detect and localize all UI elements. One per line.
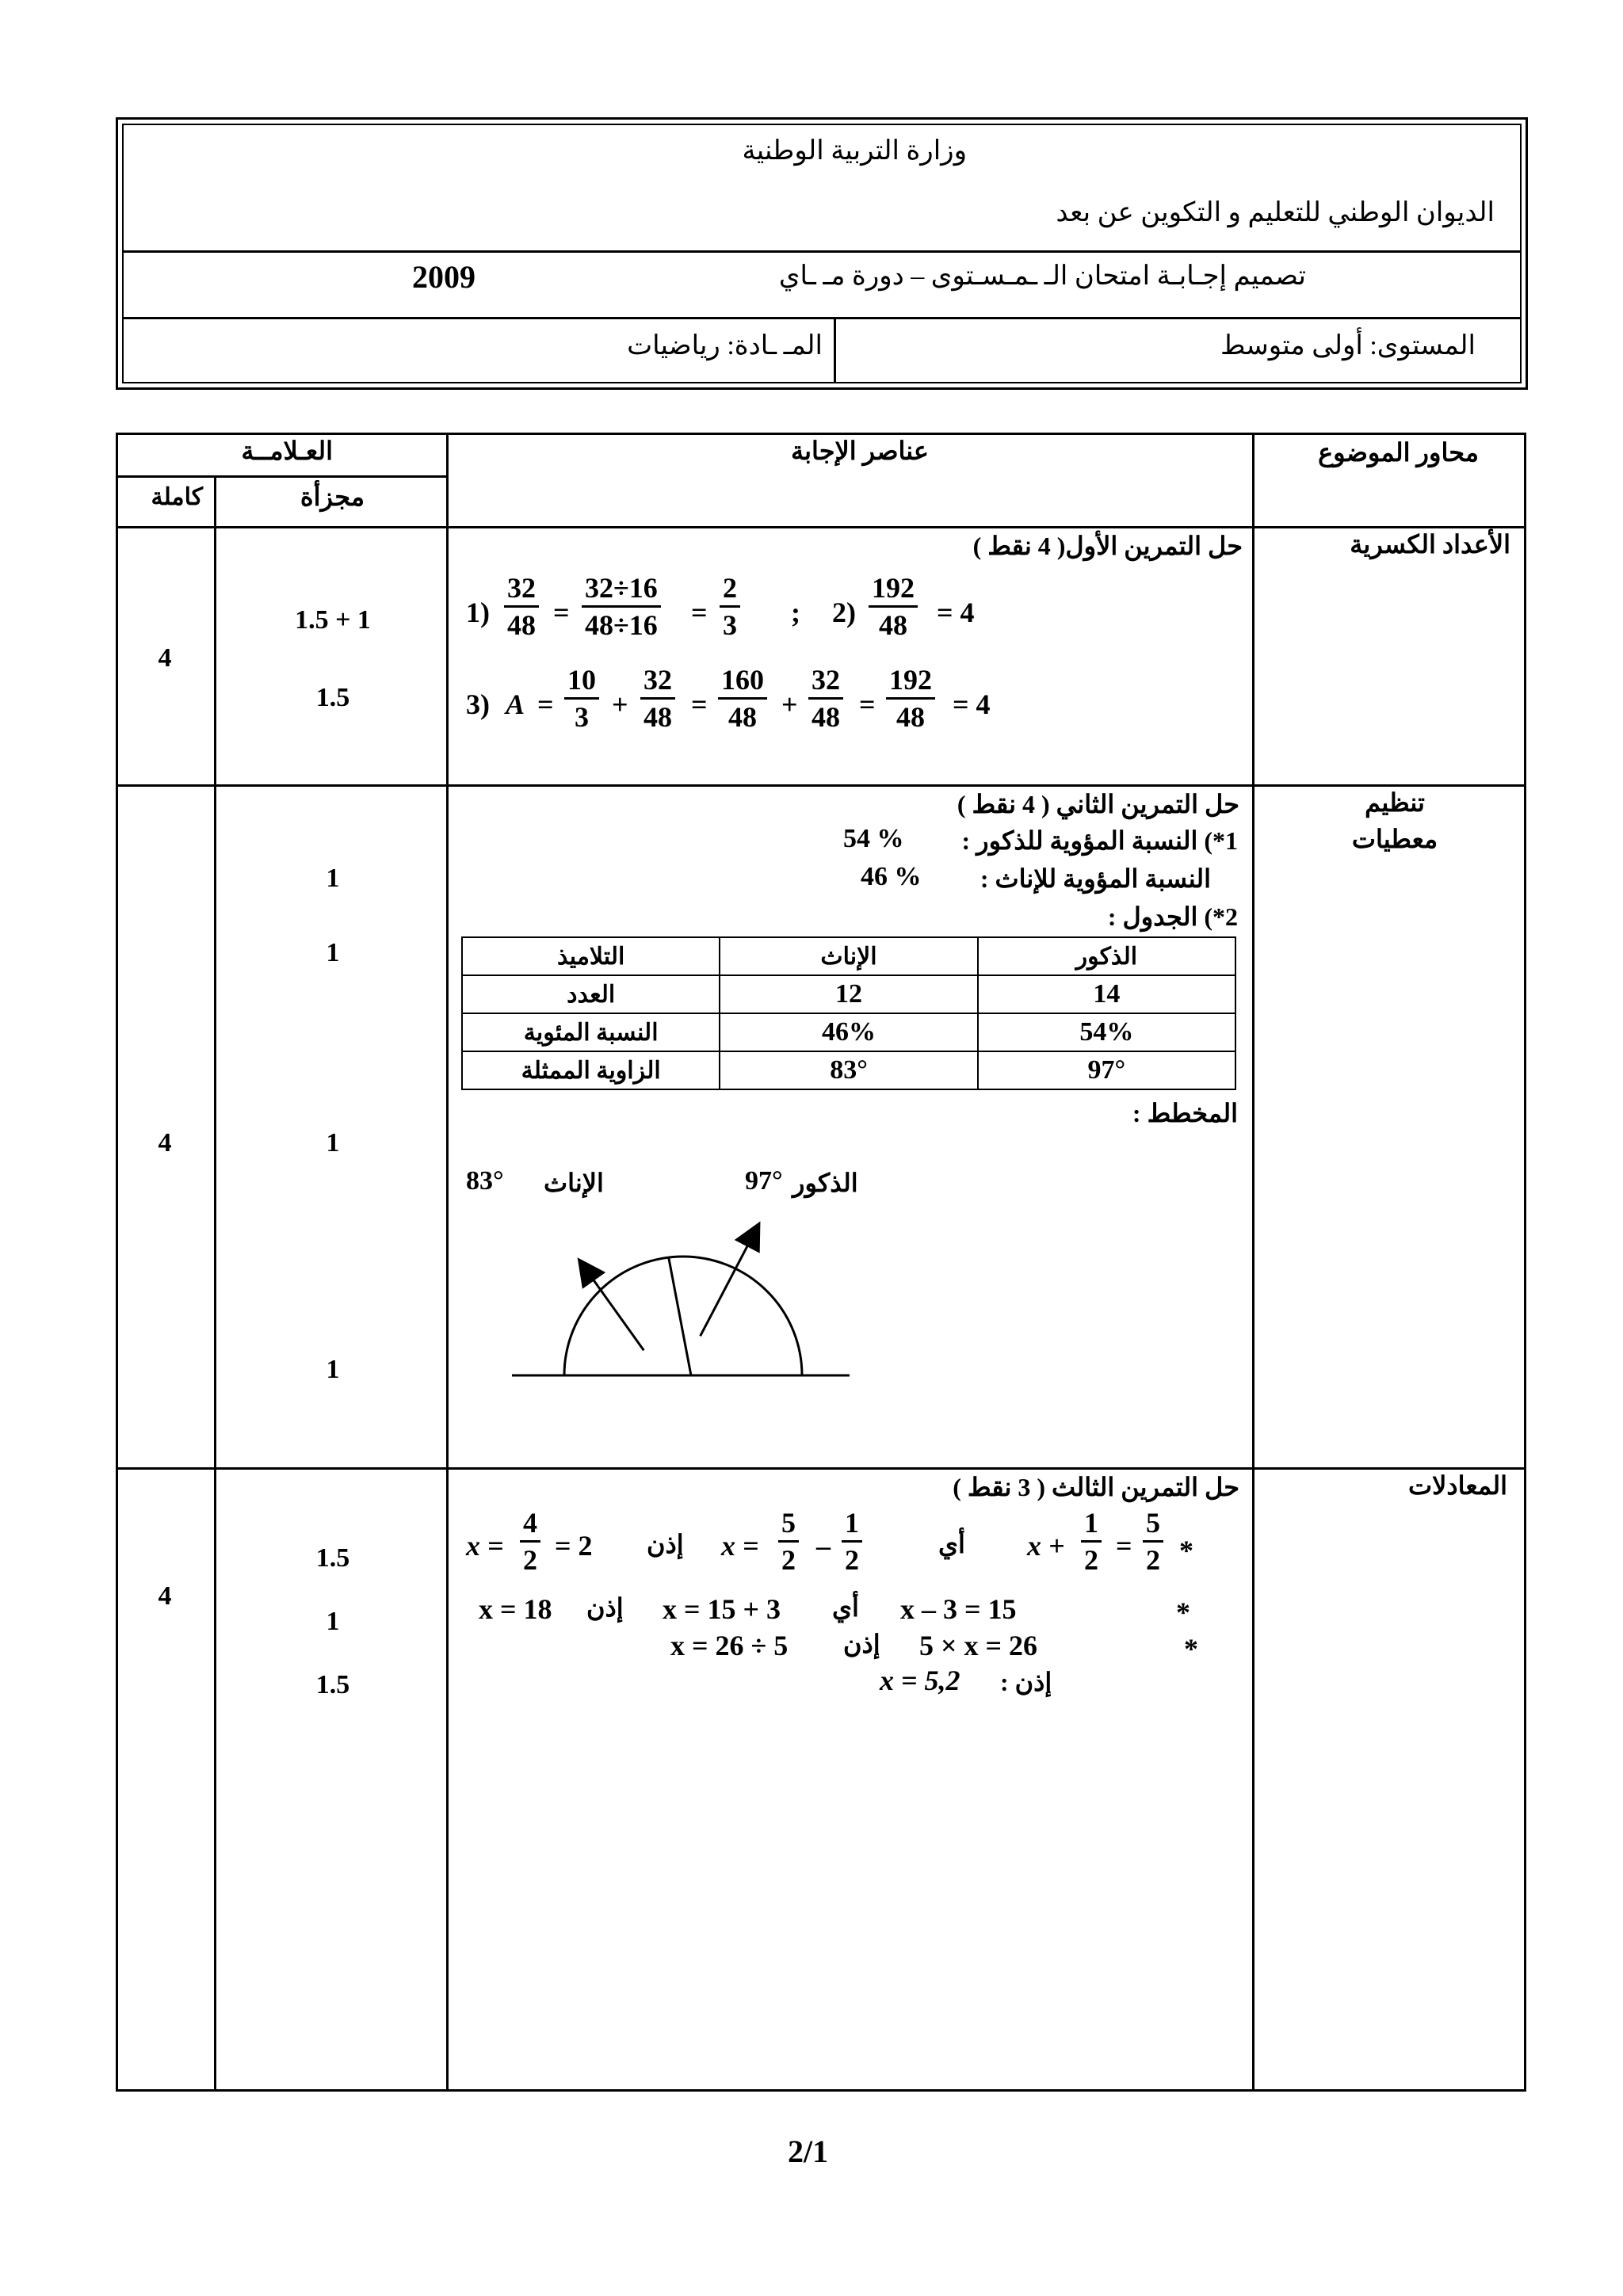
col-line-1 bbox=[214, 475, 216, 2092]
s1-l2-frac3-den: 48 bbox=[728, 701, 757, 733]
table-cell: 97° bbox=[978, 1051, 1235, 1089]
s1-l2-frac3 bbox=[718, 662, 767, 734]
section1-axis: الأعداد الكسرية bbox=[1350, 530, 1510, 559]
section3-title: حل التمرين الثالث ( 3 نقط ) bbox=[953, 1473, 1239, 1501]
s3-e1-ay: أي bbox=[938, 1530, 965, 1558]
s3-e2-idhan: إذن bbox=[586, 1593, 624, 1622]
table-cell: الزاوية الممثلة bbox=[462, 1051, 720, 1089]
s3-e1-frac1 bbox=[1081, 1505, 1102, 1577]
s3-e3-star: * bbox=[1184, 1633, 1198, 1665]
s3-e1-frac3-num: 5 bbox=[778, 1505, 799, 1543]
full-header: كاملة bbox=[151, 484, 203, 510]
s1-l2-plus2: + bbox=[781, 688, 798, 720]
s3-e1-frac4-num: 1 bbox=[842, 1505, 862, 1543]
partial-header: مجزأة bbox=[300, 482, 365, 511]
col-line-3 bbox=[1252, 433, 1254, 2092]
data-table bbox=[461, 936, 1236, 1090]
section2-axis-1: تنظيم bbox=[1365, 788, 1425, 817]
s3-e3-idhan: إذن bbox=[843, 1630, 880, 1658]
s1-l1-frac1-num: 32 bbox=[504, 570, 539, 608]
s3-e1-result: = 2 bbox=[555, 1530, 593, 1562]
table-row bbox=[462, 1013, 1235, 1051]
table-row bbox=[462, 975, 1235, 1013]
exam-title bbox=[779, 260, 1306, 292]
exam-year: 2009 bbox=[412, 259, 475, 295]
s1-l2-frac2 bbox=[640, 662, 675, 734]
section3-mark-partial-2: 1 bbox=[326, 1607, 340, 1636]
diagram-label: المخطط : bbox=[1132, 1099, 1238, 1127]
section3-mark-partial-3: 1.5 bbox=[315, 1670, 350, 1699]
s1-l1-eq1: = bbox=[553, 597, 570, 628]
s3-e4-idhan: إذن : bbox=[1000, 1668, 1052, 1696]
s1-l2-eq3: = bbox=[859, 688, 876, 720]
s1-l1-frac4 bbox=[869, 570, 918, 643]
header-divider-v bbox=[834, 317, 836, 383]
girls-arrow bbox=[586, 1269, 643, 1350]
s3-e1-xeq2: x = bbox=[466, 1530, 504, 1562]
s1-l2-plus1: + bbox=[612, 688, 628, 720]
s3-e1-minus: – bbox=[816, 1530, 831, 1562]
s1-l1-frac4-num: 192 bbox=[869, 570, 918, 608]
answer-elements-header: عناصر الإجابة bbox=[790, 437, 929, 465]
s1-l1-frac1 bbox=[504, 570, 539, 643]
s1-l2-var: A bbox=[506, 688, 525, 720]
s3-e1-frac1-num: 1 bbox=[1081, 1505, 1102, 1543]
section3-mark-partial-1: 1.5 bbox=[315, 1543, 350, 1573]
s1-l2-frac4 bbox=[808, 662, 843, 734]
s1-l1-frac2-den: 48÷16 bbox=[585, 609, 658, 641]
office-name: الديوان الوطني للتعليم و التكوين عن بعد bbox=[1056, 198, 1495, 227]
table-row bbox=[462, 1051, 1235, 1089]
axes-header: محاور الموضوع bbox=[1318, 438, 1479, 467]
s1-l2-eq2: = bbox=[691, 688, 708, 720]
s3-e4-p1: x = 5,2 bbox=[880, 1665, 960, 1696]
diagram-divider-line bbox=[669, 1257, 691, 1375]
section2-mark-partial-2: 1 bbox=[326, 938, 340, 967]
level-label: المستوى: أولى متوسط bbox=[1220, 331, 1476, 360]
table-cell: العدد bbox=[462, 975, 720, 1013]
section2-mark-partial-1: 1 bbox=[326, 864, 340, 893]
section1-mark-full: 4 bbox=[158, 643, 172, 673]
section2-title: حل التمرين الثاني ( 4 نقط ) bbox=[957, 790, 1239, 818]
section2-axis-2: معطيات bbox=[1351, 825, 1438, 853]
s3-e3-p1: 5 × x = 26 bbox=[919, 1630, 1038, 1661]
s1-l1-label2: 2) bbox=[832, 597, 856, 628]
s3-e1-frac2-den: 2 bbox=[1146, 1544, 1160, 1576]
s3-e1-frac1-den: 2 bbox=[1084, 1544, 1098, 1576]
section3-mark-full: 4 bbox=[158, 1581, 172, 1611]
s1-l2-frac3-num: 160 bbox=[718, 662, 767, 700]
page-number: 2/1 bbox=[788, 2134, 829, 2169]
s3-e1-frac5-den: 2 bbox=[523, 1544, 537, 1576]
row-line-2 bbox=[116, 784, 1526, 787]
s3-e1-idhan: إذن bbox=[647, 1530, 684, 1558]
table-cell: 46% bbox=[720, 1013, 977, 1051]
header-divider-1 bbox=[122, 250, 1522, 253]
table-cell: 54% bbox=[978, 1013, 1235, 1051]
s1-l2-label: 3) bbox=[466, 688, 490, 720]
s3-e2-p3: x = 18 bbox=[479, 1593, 552, 1625]
s1-l2-result: = 4 bbox=[953, 688, 991, 720]
diagram-semicircle bbox=[564, 1257, 802, 1375]
section2-mark-partial-3: 1 bbox=[326, 1128, 340, 1158]
s3-e1-frac5 bbox=[520, 1505, 540, 1577]
s1-l2-frac1-den: 3 bbox=[575, 701, 589, 733]
boys-arrow bbox=[701, 1234, 754, 1336]
s3-e1-frac5-num: 4 bbox=[520, 1505, 540, 1543]
exam-title-text: تصميم إجـابـة امتحان الـ ـمـسـتوى – دورة مـ ـاي bbox=[778, 261, 1306, 291]
s1-l2-frac2-num: 32 bbox=[640, 662, 675, 700]
diagram-girls-angle: 83° bbox=[466, 1166, 504, 1196]
s1-l2-frac1 bbox=[564, 662, 599, 734]
s3-e1-xplus: x + bbox=[1027, 1530, 1065, 1562]
grade-header: العـلامــة bbox=[241, 437, 333, 465]
section1-title: حل التمرين الأول( 4 نقط ) bbox=[972, 532, 1243, 560]
s3-e1-frac2 bbox=[1143, 1505, 1163, 1577]
s3-e2-p2: x = 15 + 3 bbox=[663, 1593, 781, 1625]
header-divider-2 bbox=[122, 317, 1522, 319]
table-cell: 12 bbox=[720, 975, 977, 1013]
s1-l2-frac4-num: 32 bbox=[808, 662, 843, 700]
q1-boys-value: 54 % bbox=[843, 824, 904, 853]
s1-l2-frac2-den: 48 bbox=[643, 701, 672, 733]
q1-boys-label: 1*) النسبة المؤوية للذكور : bbox=[961, 826, 1238, 855]
s1-l1-frac3-den: 3 bbox=[723, 609, 737, 641]
s3-e1-eq: = bbox=[1116, 1530, 1132, 1562]
s1-l1-frac2 bbox=[582, 570, 661, 643]
table-cell: التلاميذ bbox=[462, 937, 720, 975]
s3-e1-frac4-den: 2 bbox=[845, 1544, 859, 1576]
diagram-boys-label: الذكور bbox=[792, 1169, 858, 1197]
table-row bbox=[462, 937, 1235, 975]
section2-mark-full: 4 bbox=[158, 1128, 172, 1158]
s3-e2-star: * bbox=[1176, 1596, 1190, 1628]
table-cell: النسبة المئوية bbox=[462, 1013, 720, 1051]
diagram-girls-label: الإناث bbox=[544, 1169, 604, 1197]
table-cell: 83° bbox=[720, 1051, 977, 1089]
s1-l2-frac1-num: 10 bbox=[564, 662, 599, 700]
s1-l1-frac3-num: 2 bbox=[720, 570, 740, 608]
s1-l2-frac5-num: 192 bbox=[886, 662, 935, 700]
header-sub-line bbox=[116, 475, 447, 478]
s1-l2-frac5 bbox=[886, 662, 935, 734]
row-line-3 bbox=[116, 1467, 1526, 1470]
s3-e1-frac3-den: 2 bbox=[781, 1544, 796, 1576]
q2-table-label: 2*) الجدول : bbox=[1107, 902, 1238, 931]
diagram-boys-angle: 97° bbox=[745, 1166, 783, 1196]
s1-l1-frac1-den: 48 bbox=[507, 609, 536, 641]
s1-l1-frac4-den: 48 bbox=[879, 609, 907, 641]
subject-label: المـ ـادة: رياضيات bbox=[627, 331, 823, 360]
s3-e1-star: * bbox=[1179, 1535, 1193, 1566]
q1-girls-label: النسبة المؤوية للإناث : bbox=[980, 864, 1211, 893]
s1-l1-frac2-num: 32÷16 bbox=[582, 570, 661, 608]
table-cell: الإناث bbox=[720, 937, 977, 975]
s3-e1-frac2-num: 5 bbox=[1143, 1505, 1163, 1543]
s1-l2-frac5-den: 48 bbox=[896, 701, 925, 733]
section1-mark-partial-2: 1.5 bbox=[315, 683, 350, 712]
s1-l1-eq2: = bbox=[691, 597, 708, 628]
s3-e2-p1: x – 3 = 15 bbox=[900, 1593, 1017, 1625]
q1-girls-value: 46 % bbox=[861, 862, 922, 891]
s3-e1-frac3 bbox=[778, 1505, 799, 1577]
s1-l2-frac4-den: 48 bbox=[812, 701, 840, 733]
section1-mark-partial-1: 1.5 + 1 bbox=[295, 605, 371, 635]
s3-e2-ay: أي bbox=[832, 1593, 859, 1622]
s3-e1-frac4 bbox=[842, 1505, 862, 1577]
table-cell: 14 bbox=[978, 975, 1235, 1013]
s1-l2-eq1: = bbox=[537, 688, 554, 720]
row-line-1 bbox=[116, 526, 1526, 528]
s3-e1-xeq: x = bbox=[721, 1530, 759, 1562]
section3-axis: المعادلات bbox=[1408, 1471, 1507, 1500]
s1-l1-frac3 bbox=[720, 570, 740, 643]
s3-e3-p2: x = 26 ÷ 5 bbox=[670, 1630, 789, 1661]
s1-l1-result: = 4 bbox=[937, 597, 975, 628]
section2-mark-partial-4: 1 bbox=[326, 1355, 340, 1384]
s1-l1-label1: 1) bbox=[466, 597, 490, 628]
ministry-name: وزارة التربية الوطنية bbox=[742, 136, 967, 166]
table-cell: الذكور bbox=[978, 937, 1235, 975]
s1-l1-sep: ; bbox=[791, 597, 800, 628]
